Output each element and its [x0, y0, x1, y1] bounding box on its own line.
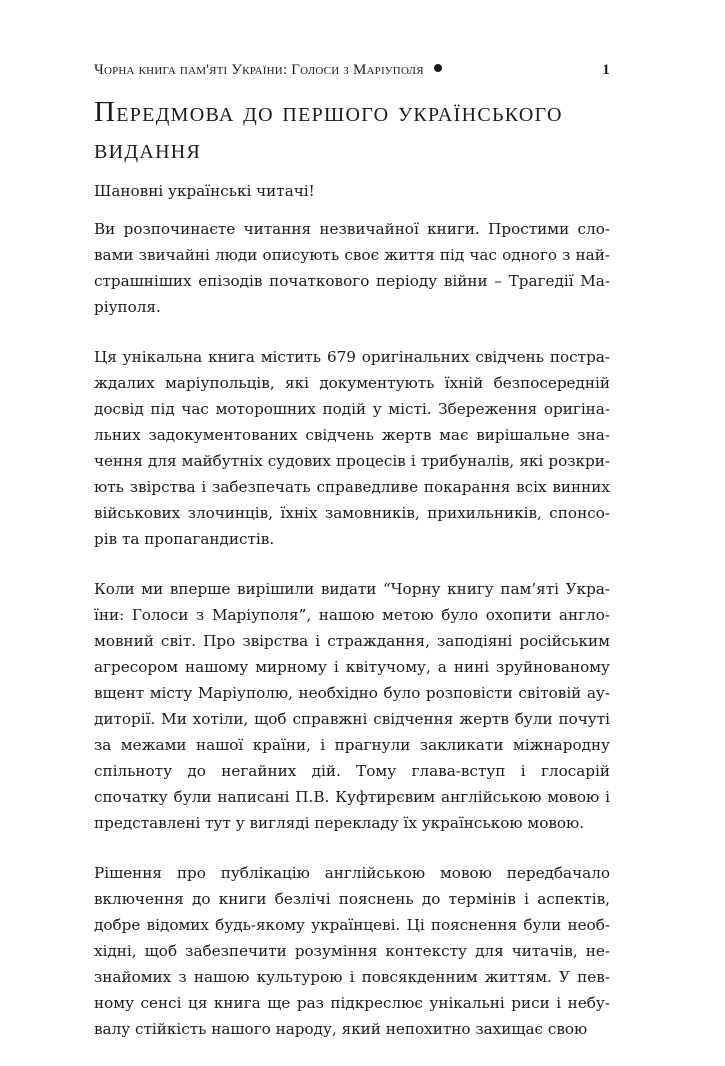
body-text: [94, 178, 610, 1066]
bullet-icon: [434, 64, 442, 72]
salutation-paragraph: Шановні українські читачі!: [94, 182, 315, 200]
body-paragraph: Ця унікальна книга містить 679 оригінальних свідчень постраждалих маріупольців, які документують їхній безпосередній досвід під час моторошних подій у місті. Збереження оригінальних задокументованих свідчень жертв має вирішальне значення для майбутніх судових процесів і трибуналів, які розкриють звірства і забезпечать справедливе покарання всіх винних військових злочинців, їхніх замовників, прихильників, спонсорів та пропагандистів.: [94, 348, 610, 548]
body-paragraph: Ви розпочинаєте читання незвичайної книги. Простими словами звичайні люди описують своє життя під час одного з найстрашніших епізодів початкового періоду війни – Трагедії Маріуполя.: [94, 220, 610, 316]
running-title: Чорна книга пам'яті України: Голоси з Маріуполя: [94, 62, 424, 78]
page-number: 1: [602, 62, 610, 78]
chapter-title: Передмова до першого українського видання: [94, 96, 563, 165]
body-paragraph: Коли ми вперше вирішили видати “Чорну книгу пам’яті України: Голоси з Маріуполя”, нашою метою було охопити англомовний світ. Про звірства і страждання, заподіяні російським агресором нашому мирному і квітучому, а нині зруйнованому вщент місту Маріуполю, необхідно було розповісти світовій аудиторії. Ми хотіли, щоб справжні свідчення жертв були почуті за межами нашої країни, і прагнули закликати міжнародну спільноту до негайних дій. Тому глава-вступ і глосарій спочатку були написані П.В. Куфтирєвим англійською мовою і представлені тут у вигляді перекладу їх українською мовою.: [94, 580, 610, 832]
body-paragraph: Рішення про публікацію англійською мовою передбачало включення до книги безлічі пояснень до термінів і аспектів, добре відомих будь-якому українцеві. Ці пояснення були необхідні, щоб забезпечити розуміння контексту для читачів, незнайомих з нашою культурою і повсякденним життям. У певному сенсі ця книга ще раз підкреслює унікальні риси і небувалу стійкість нашого народу, який непохитно захищає свою: [94, 864, 610, 1038]
running-header: [94, 62, 610, 84]
